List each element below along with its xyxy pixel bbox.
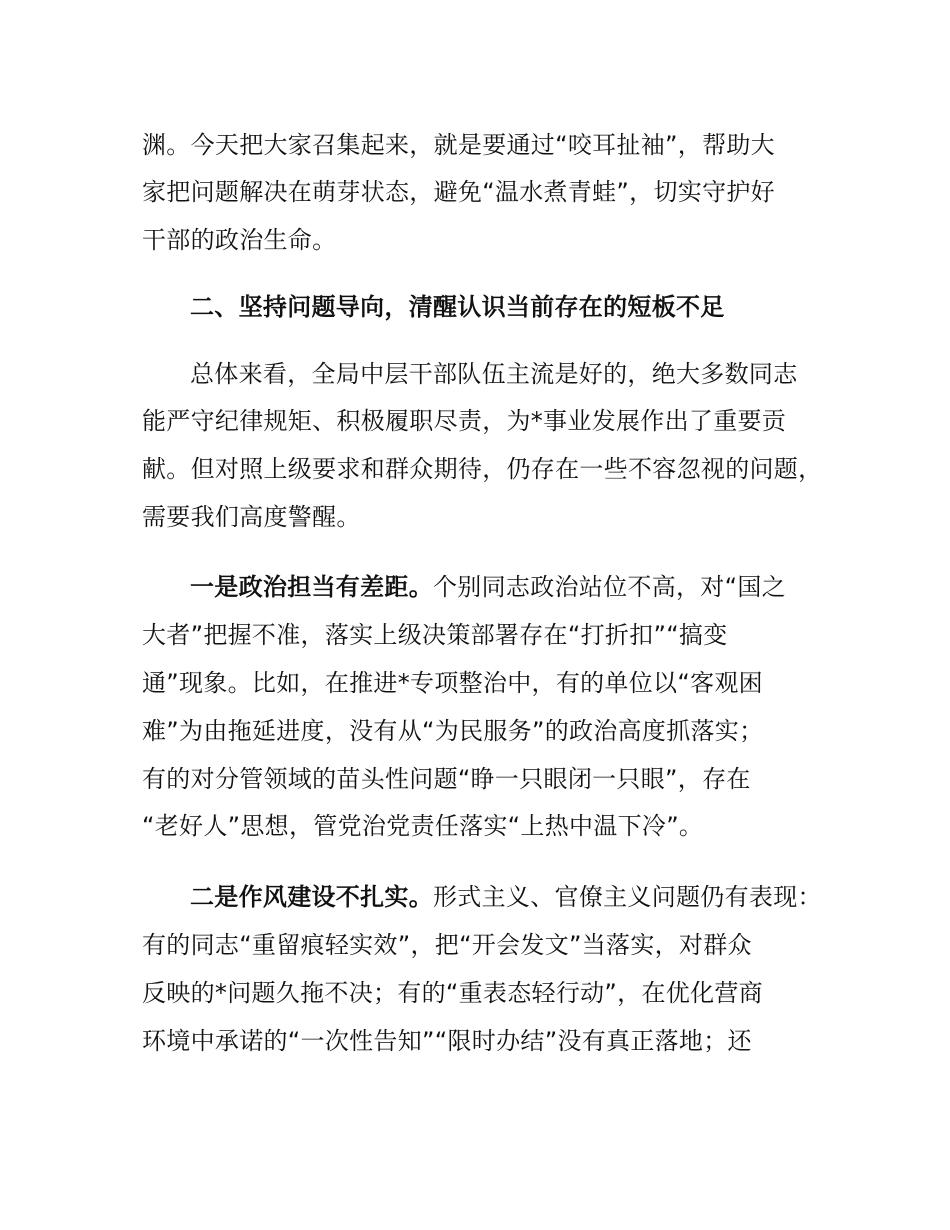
paragraph-lead: 一是政治担当有差距。 (190, 573, 433, 601)
text-line (190, 883, 822, 911)
paragraph-lead: 二是作风建设不扎实。 (190, 883, 433, 911)
text-line: 通”现象。比如，在推进*专项整治中，有的单位以“客观困 (142, 669, 763, 697)
text-line: 环境中承诺的“一次性告知”“限时办结”没有真正落地；还 (142, 1027, 752, 1055)
text-line: 渊。今天把大家召集起来，就是要通过“咬耳扯袖”，帮助大 (142, 131, 775, 159)
text-run: 个别同志政治站位不高，对“国之 (433, 573, 786, 601)
text-line: 干部的政治生命。 (142, 226, 337, 254)
text-line: 献。但对照上级要求和群众期待，仍存在一些不容忽视的问题， (142, 455, 823, 483)
text-line: 难”为由拖延进度，没有从“为民服务”的政治高度抓落实； (142, 717, 764, 745)
text-line: 需要我们高度警醒。 (142, 503, 361, 531)
text-line: 家把问题解决在萌芽状态，避免“温水煮青蛙”，切实守护好 (142, 178, 775, 206)
text-line: 总体来看，全局中层干部队伍主流是好的，绝大多数同志 (190, 360, 798, 388)
text-run: 形式主义、官僚主义问题仍有表现： (433, 883, 822, 911)
text-line: 能严守纪律规矩、积极履职尽责，为*事业发展作出了重要贡 (142, 407, 787, 435)
text-line: “老好人”思想，管党治党责任落实“上热中温下冷”。 (142, 812, 704, 840)
text-line: 有的对分管领域的苗头性问题“睁一只眼闭一只眼”，存在 (142, 765, 751, 793)
text-line: 有的同志“重留痕轻实效”，把“开会发文”当落实，对群众 (142, 931, 752, 959)
text-line: 大者”把握不准，落实上级决策部署存在“打折扣”“搞变 (142, 621, 728, 649)
text-line: 反映的*问题久拖不决；有的“重表态轻行动”，在优化营商 (142, 979, 763, 1007)
text-line (190, 573, 786, 601)
section-heading: 二、坚持问题导向，清醒认识当前存在的短板不足 (190, 293, 725, 321)
